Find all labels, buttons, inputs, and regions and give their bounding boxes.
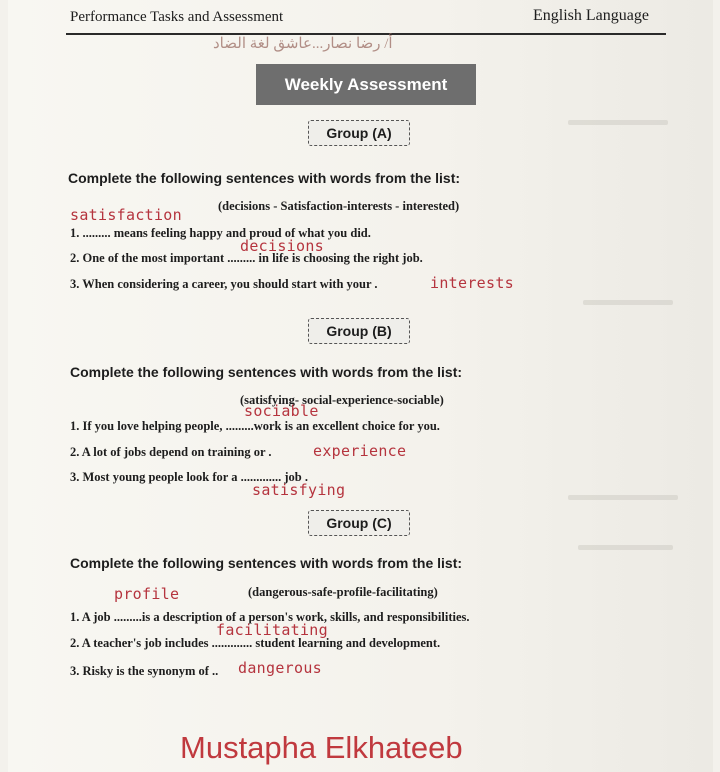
- group-c-sentence-3: 3. Risky is the synonym of ..: [70, 664, 219, 678]
- group-a-sentence-2: 2. One of the most important ......... in life is choosing the right job.: [70, 251, 423, 265]
- author-signature: Mustapha Elkhateeb: [180, 730, 463, 765]
- group-b-sentence-1: 1. If you love helping people, .........work is an excellent choice for you.: [70, 419, 440, 433]
- bleed-line: [583, 300, 673, 305]
- worksheet-page: [8, 0, 713, 772]
- group-a-label: Group (A): [308, 120, 410, 146]
- group-b-instruction: Complete the following sentences with words from the list:: [70, 364, 463, 380]
- header-right: English Language: [533, 7, 649, 24]
- group-c-answer-1: profile: [114, 585, 180, 603]
- group-b-word-list: (satisfying- social-experience-sociable): [240, 393, 444, 407]
- group-b-label: Group (B): [308, 318, 410, 344]
- group-a-sentence-3: 3. When considering a career, you should start with your .: [70, 277, 378, 291]
- group-c-sentence-2: 2. A teacher's job includes ............. student learning and development.: [70, 636, 441, 650]
- group-c-word-list: (dangerous-safe-profile-facilitating): [248, 585, 438, 599]
- bleed-line: [568, 120, 668, 125]
- group-b-answer-3: satisfying: [252, 481, 346, 499]
- arabic-watermark: أ/ رضا نصار...عاشق لغة الضاد: [213, 36, 393, 52]
- group-b-sentence-3: 3. Most young people look for a ............. job .: [70, 470, 308, 484]
- group-a-instruction: Complete the following sentences with words from the list:: [68, 170, 461, 186]
- bleed-line: [568, 495, 678, 500]
- group-b-sentence-2: 2. A lot of jobs depend on training or .: [70, 445, 272, 459]
- group-b-answer-1: sociable: [244, 402, 319, 420]
- group-c-answer-2: facilitating: [216, 621, 328, 639]
- group-a-word-list: (decisions - Satisfaction-interests - interested): [218, 199, 460, 213]
- group-c-instruction: Complete the following sentences with words from the list:: [70, 555, 463, 571]
- group-a-answer-1: satisfaction: [70, 206, 182, 224]
- group-a-sentence-1: 1. ......... means feeling happy and proud of what you did.: [70, 226, 371, 240]
- group-c-answer-3: dangerous: [238, 659, 322, 677]
- group-b-answer-2: experience: [313, 442, 407, 460]
- weekly-assessment-title: Weekly Assessment: [256, 64, 476, 105]
- group-c-label: Group (C): [308, 510, 410, 536]
- bleed-line: [578, 545, 673, 550]
- group-c-sentence-1: 1. A job .........is a description of a person's work, skills, and responsibilities.: [70, 610, 470, 624]
- header-left: Performance Tasks and Assessment: [70, 9, 284, 25]
- group-a-answer-3: interests: [430, 274, 514, 292]
- group-a-answer-2: decisions: [240, 237, 324, 255]
